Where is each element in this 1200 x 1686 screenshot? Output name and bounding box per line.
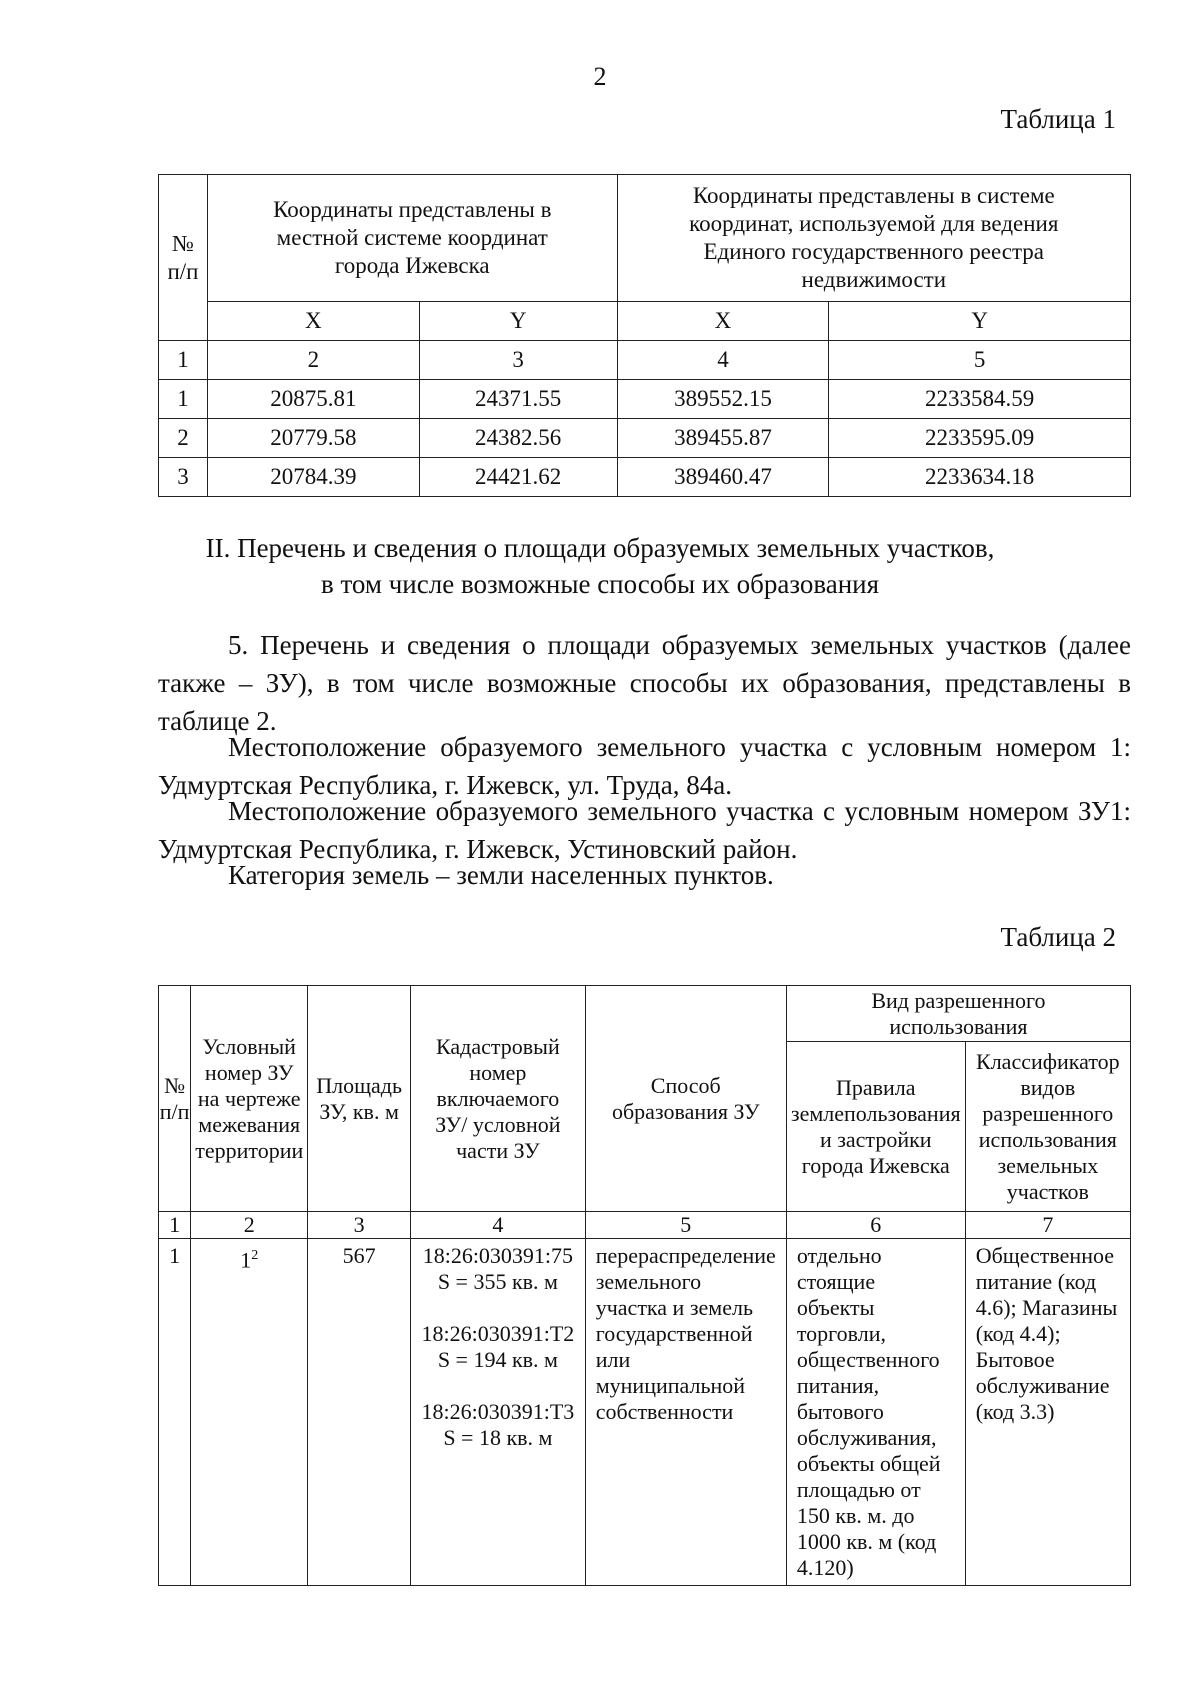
table-cell: 1	[159, 1239, 191, 1586]
table-cell: 4	[617, 341, 829, 380]
coordinates-table	[158, 174, 1131, 497]
cadastral-area: S = 18 кв. м	[443, 1425, 553, 1450]
table-cell: 389455.87	[617, 419, 829, 458]
cadastral-number: 18:26:030391:75	[422, 1243, 574, 1268]
table1-caption: Таблица 1	[1000, 104, 1116, 134]
header-number: № п/п	[159, 986, 191, 1212]
table-cell: 389460.47	[617, 458, 829, 497]
table-cell: 2233584.59	[829, 380, 1131, 419]
cadastral-area: S = 194 кв. м	[437, 1347, 558, 1372]
page-number: 2	[593, 62, 607, 91]
table-cell: 567	[308, 1239, 411, 1586]
table-row	[159, 419, 1131, 458]
paragraph: Местоположение образуемого земельного участка с условным номером 1: Удмуртская Республика, г. Ижевск, ул. Труда, 84а.	[158, 732, 1131, 800]
header-rules: Правила землепользования и застройки города Ижевска	[786, 1042, 965, 1212]
table-cell: 4	[411, 1212, 586, 1239]
cadastral-cell	[411, 1239, 586, 1586]
table-row	[159, 1239, 1131, 1586]
section-heading-line: в том числе возможные способы их образования	[320, 569, 880, 599]
rules-cell: отдельно стоящие объекты торговли, общественного питания, бытового обслуживания, объекты общей площадью от 150 кв. м. до 1000 кв. м (код 4.120)	[786, 1239, 965, 1586]
table-row	[159, 380, 1131, 419]
header-formation-method: Способ образования ЗУ	[585, 986, 786, 1212]
header-area: Площадь ЗУ, кв. м	[308, 986, 411, 1212]
header-egrn-coords: Координаты представлены в системе координат, используемой для ведения Единого государственного реестра недвижимости	[617, 175, 1130, 302]
table-row	[159, 458, 1131, 497]
column-number-row	[159, 1212, 1131, 1239]
table-cell: 2233634.18	[829, 458, 1131, 497]
sub-header: X	[207, 302, 419, 341]
table2-caption: Таблица 2	[1000, 922, 1116, 952]
cond-number: 1	[240, 1247, 252, 1273]
sub-header: Y	[829, 302, 1131, 341]
section-heading	[0, 530, 1200, 602]
conditional-number-cell	[191, 1239, 308, 1586]
table-cell: 3	[159, 458, 208, 497]
cadastral-number: 18:26:030391:Т3	[421, 1399, 575, 1424]
table-cell: 2233595.09	[829, 419, 1131, 458]
column-number-row	[159, 341, 1131, 380]
header-conditional-number: Условный номер ЗУ на чертеже межевания территории	[191, 986, 308, 1212]
table-cell: 3	[419, 341, 617, 380]
section-heading-line: II. Перечень и сведения о площади образуемых земельных участков,	[205, 533, 995, 563]
table-cell: 7	[965, 1212, 1130, 1239]
table-cell: 3	[308, 1212, 411, 1239]
table-cell: 24382.56	[419, 419, 617, 458]
table-cell: 1	[159, 1212, 191, 1239]
table-cell: 1	[159, 341, 208, 380]
sub-header: Y	[419, 302, 617, 341]
table-cell: 2	[207, 341, 419, 380]
table-cell: 20784.39	[207, 458, 419, 497]
table-cell: 5	[829, 341, 1131, 380]
table-cell: 5	[585, 1212, 786, 1239]
land-plots-table	[158, 985, 1131, 1586]
paragraph: Местоположение образуемого земельного участка с условным номером ЗУ1: Удмуртская Республика, г. Ижевск, Устиновский район.	[158, 796, 1131, 864]
sub-header: X	[617, 302, 829, 341]
header-local-coords: Координаты представлены в местной системе координат города Ижевска	[207, 175, 617, 302]
cadastral-area: S = 355 кв. м	[437, 1269, 558, 1294]
cadastral-number: 18:26:030391:Т2	[421, 1321, 575, 1346]
paragraph: 5. Перечень и сведения о площади образуемых земельных участков (далее также – ЗУ), в том числе возможные способы их образования, представлены в таблице 2.	[158, 630, 1131, 736]
table-cell: 2	[191, 1212, 308, 1239]
table-cell: 20779.58	[207, 419, 419, 458]
header-number: № п/п	[159, 175, 208, 341]
header-cadastral-number: Кадастровый номер включаемого ЗУ/ условной части ЗУ	[411, 986, 586, 1212]
table-cell: 2	[159, 419, 208, 458]
cond-number-superscript: 2	[251, 1248, 259, 1263]
table-cell: 20875.81	[207, 380, 419, 419]
table-cell: 24421.62	[419, 458, 617, 497]
formation-method-cell: перераспределение земельного участка и земель государственной или муниципальной собственности	[585, 1239, 786, 1586]
classifier-cell: Общественное питание (код 4.6); Магазины (код 4.4); Бытовое обслуживание (код 3.3)	[965, 1239, 1130, 1586]
header-classifier: Классификатор видов разрешенного использования земельных участков	[965, 1042, 1130, 1212]
paragraph: Категория земель – земли населенных пунктов.	[228, 860, 774, 890]
table-cell: 1	[159, 380, 208, 419]
table-cell: 24371.55	[419, 380, 617, 419]
table-cell: 6	[786, 1212, 965, 1239]
header-permitted-use: Вид разрешенного использования	[786, 986, 1130, 1042]
table-cell: 389552.15	[617, 380, 829, 419]
